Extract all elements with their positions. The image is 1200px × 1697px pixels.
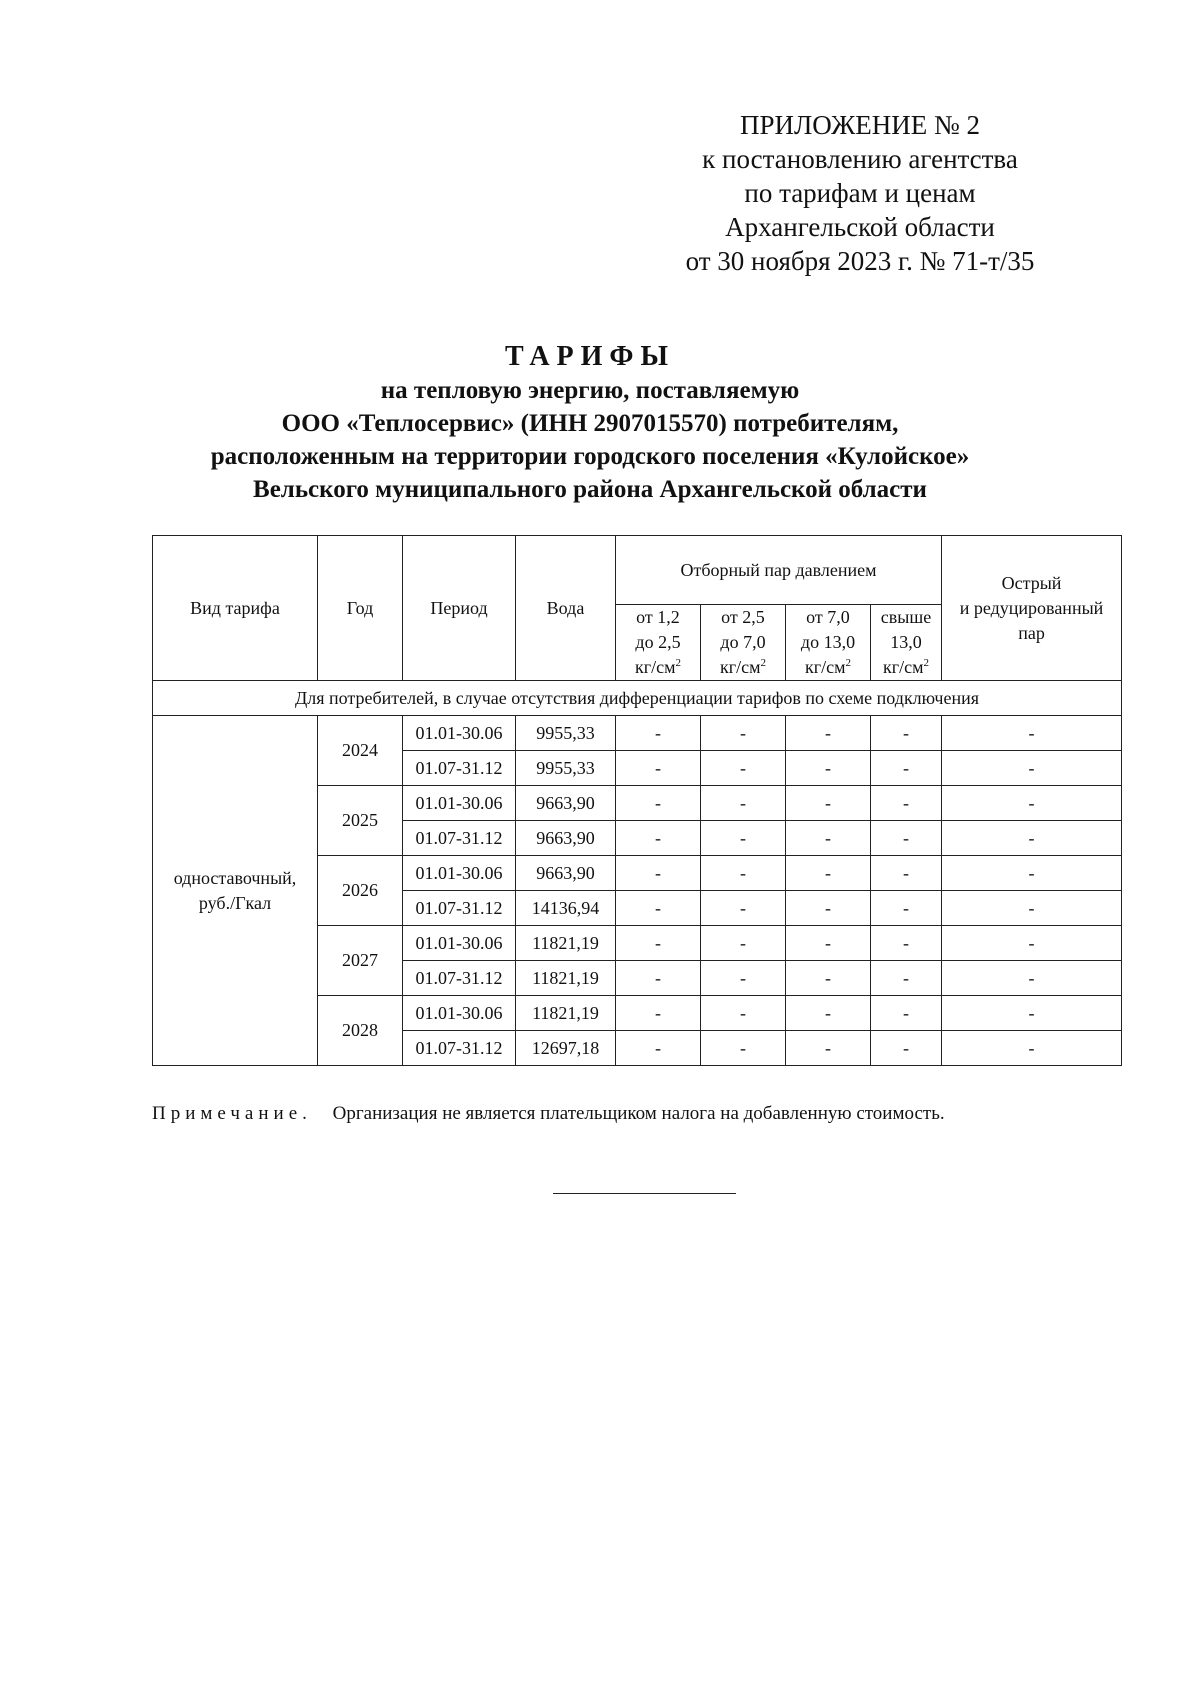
empty-value-cell: -	[701, 926, 786, 961]
year-cell: 2024	[318, 716, 403, 786]
empty-value-cell: -	[942, 926, 1122, 961]
empty-value-cell: -	[616, 786, 701, 821]
unit-text: кг/см	[719, 657, 761, 677]
water-value-cell: 9663,90	[516, 821, 616, 856]
empty-value-cell: -	[701, 716, 786, 751]
tariff-type-cell	[153, 716, 318, 1066]
empty-value-cell: -	[701, 821, 786, 856]
empty-value-cell: -	[942, 856, 1122, 891]
empty-value-cell: -	[786, 821, 871, 856]
header-year: Год	[318, 536, 403, 681]
empty-value-cell: -	[786, 961, 871, 996]
period-cell: 01.01-30.06	[403, 716, 516, 751]
header-steam-unit	[618, 655, 698, 680]
section-title: Для потребителей, в случае отсутствия дифференциации тарифов по схеме подключения	[153, 681, 1122, 716]
title-line: ООО «Теплосервис» (ИНН 2907015570) потребителям,	[281, 410, 899, 437]
period-cell: 01.07-31.12	[403, 821, 516, 856]
header-sharp-l1: Острый	[1001, 572, 1062, 593]
empty-value-cell: -	[871, 821, 942, 856]
water-value-cell: 11821,19	[516, 961, 616, 996]
header-water: Вода	[516, 536, 616, 681]
empty-value-cell: -	[942, 751, 1122, 786]
empty-value-cell: -	[871, 856, 942, 891]
header-steam: Отборный пар давлением	[616, 536, 942, 605]
header-steam-range	[871, 605, 942, 681]
empty-value-cell: -	[616, 961, 701, 996]
title-line: расположенным на территории городского поселения «Кулойское»	[210, 443, 970, 470]
header-sharp-l2: и редуцированный	[959, 597, 1104, 618]
unit-text: кг/см	[804, 657, 846, 677]
empty-value-cell: -	[871, 751, 942, 786]
empty-value-cell: -	[942, 961, 1122, 996]
unit-superscript: 2	[845, 657, 851, 669]
tariff-type-line: одноставочный,	[173, 867, 297, 888]
water-value-cell: 12697,18	[516, 1031, 616, 1066]
tariff-table	[152, 535, 1122, 1066]
water-value-cell: 9955,33	[516, 716, 616, 751]
header-steam-range-line: от 1,2	[636, 607, 680, 627]
header-period: Период	[403, 536, 516, 681]
header-steam-range-line: 13,0	[890, 632, 922, 652]
period-cell: 01.07-31.12	[403, 1031, 516, 1066]
year-cell: 2026	[318, 856, 403, 926]
period-cell: 01.07-31.12	[403, 961, 516, 996]
empty-value-cell: -	[616, 856, 701, 891]
water-value-cell: 11821,19	[516, 926, 616, 961]
empty-value-cell: -	[871, 1031, 942, 1066]
header-steam-unit	[873, 655, 939, 680]
water-value-cell: 11821,19	[516, 996, 616, 1031]
header-steam-unit	[703, 655, 783, 680]
empty-value-cell: -	[786, 891, 871, 926]
empty-value-cell: -	[616, 716, 701, 751]
period-cell: 01.07-31.12	[403, 751, 516, 786]
unit-superscript: 2	[760, 657, 766, 669]
header-steam-range-line: от 2,5	[721, 607, 765, 627]
empty-value-cell: -	[701, 786, 786, 821]
header-steam-unit	[788, 655, 868, 680]
note-text: Организация не является плательщиком налога на добавленную стоимость.	[332, 1103, 945, 1124]
table-row	[153, 716, 1122, 751]
empty-value-cell: -	[786, 786, 871, 821]
unit-text: кг/см	[634, 657, 676, 677]
header-tariff-type: Вид тарифа	[153, 536, 318, 681]
title-line: на тепловую энергию, поставляемую	[380, 377, 800, 404]
empty-value-cell: -	[616, 1031, 701, 1066]
empty-value-cell: -	[616, 821, 701, 856]
year-cell: 2028	[318, 996, 403, 1066]
water-value-cell: 9955,33	[516, 751, 616, 786]
title-line: Вельского муниципального района Архангельской области	[253, 476, 927, 503]
period-cell: 01.01-30.06	[403, 856, 516, 891]
period-cell: 01.07-31.12	[403, 891, 516, 926]
unit-superscript: 2	[923, 657, 930, 669]
note	[152, 1103, 1152, 1125]
header-sharp-l3: пар	[1018, 622, 1045, 643]
empty-value-cell: -	[871, 786, 942, 821]
empty-value-cell: -	[616, 891, 701, 926]
empty-value-cell: -	[871, 891, 942, 926]
appendix-header	[640, 108, 1080, 278]
header-steam-range-line: от 7,0	[806, 607, 850, 627]
water-value-cell: 9663,90	[516, 856, 616, 891]
empty-value-cell: -	[786, 716, 871, 751]
tariff-type-line: руб./Гкал	[198, 892, 272, 913]
empty-value-cell: -	[616, 996, 701, 1031]
water-value-cell: 14136,94	[516, 891, 616, 926]
empty-value-cell: -	[786, 751, 871, 786]
header-sharp-steam	[942, 536, 1122, 681]
header-steam-range-line: до 13,0	[800, 632, 856, 652]
empty-value-cell: -	[942, 891, 1122, 926]
period-cell: 01.01-30.06	[403, 786, 516, 821]
header-steam-range	[701, 605, 786, 681]
header-steam-range-line: свыше	[880, 607, 932, 627]
note-label: Примечание.	[152, 1103, 312, 1124]
year-cell: 2027	[318, 926, 403, 996]
header-steam-range-line: до 7,0	[720, 632, 766, 652]
empty-value-cell: -	[871, 996, 942, 1031]
header-steam-range	[786, 605, 871, 681]
appendix-line: от 30 ноября 2023 г. № 71-т/35	[685, 246, 1035, 276]
empty-value-cell: -	[701, 1031, 786, 1066]
empty-value-cell: -	[942, 821, 1122, 856]
empty-value-cell: -	[701, 891, 786, 926]
empty-value-cell: -	[871, 716, 942, 751]
appendix-line: к постановлению агентства	[702, 144, 1018, 174]
empty-value-cell: -	[942, 716, 1122, 751]
water-value-cell: 9663,90	[516, 786, 616, 821]
period-cell: 01.01-30.06	[403, 926, 516, 961]
empty-value-cell: -	[701, 856, 786, 891]
unit-text: кг/см	[883, 657, 924, 677]
period-cell: 01.01-30.06	[403, 996, 516, 1031]
empty-value-cell: -	[616, 926, 701, 961]
header-steam-range-line: до 2,5	[635, 632, 681, 652]
appendix-line: Архангельской области	[725, 212, 995, 242]
appendix-line: по тарифам и ценам	[744, 178, 976, 208]
empty-value-cell: -	[871, 926, 942, 961]
empty-value-cell: -	[786, 996, 871, 1031]
empty-value-cell: -	[701, 751, 786, 786]
unit-superscript: 2	[675, 657, 681, 669]
document-title	[140, 340, 1040, 506]
appendix-line: ПРИЛОЖЕНИЕ № 2	[739, 110, 981, 140]
empty-value-cell: -	[942, 786, 1122, 821]
title-main: ТАРИФЫ	[505, 341, 675, 372]
empty-value-cell: -	[942, 996, 1122, 1031]
closing-rule	[553, 1193, 736, 1194]
empty-value-cell: -	[942, 1031, 1122, 1066]
year-cell: 2025	[318, 786, 403, 856]
empty-value-cell: -	[701, 961, 786, 996]
empty-value-cell: -	[616, 751, 701, 786]
empty-value-cell: -	[701, 996, 786, 1031]
empty-value-cell: -	[786, 926, 871, 961]
header-steam-range	[616, 605, 701, 681]
empty-value-cell: -	[786, 856, 871, 891]
empty-value-cell: -	[786, 1031, 871, 1066]
empty-value-cell: -	[871, 961, 942, 996]
